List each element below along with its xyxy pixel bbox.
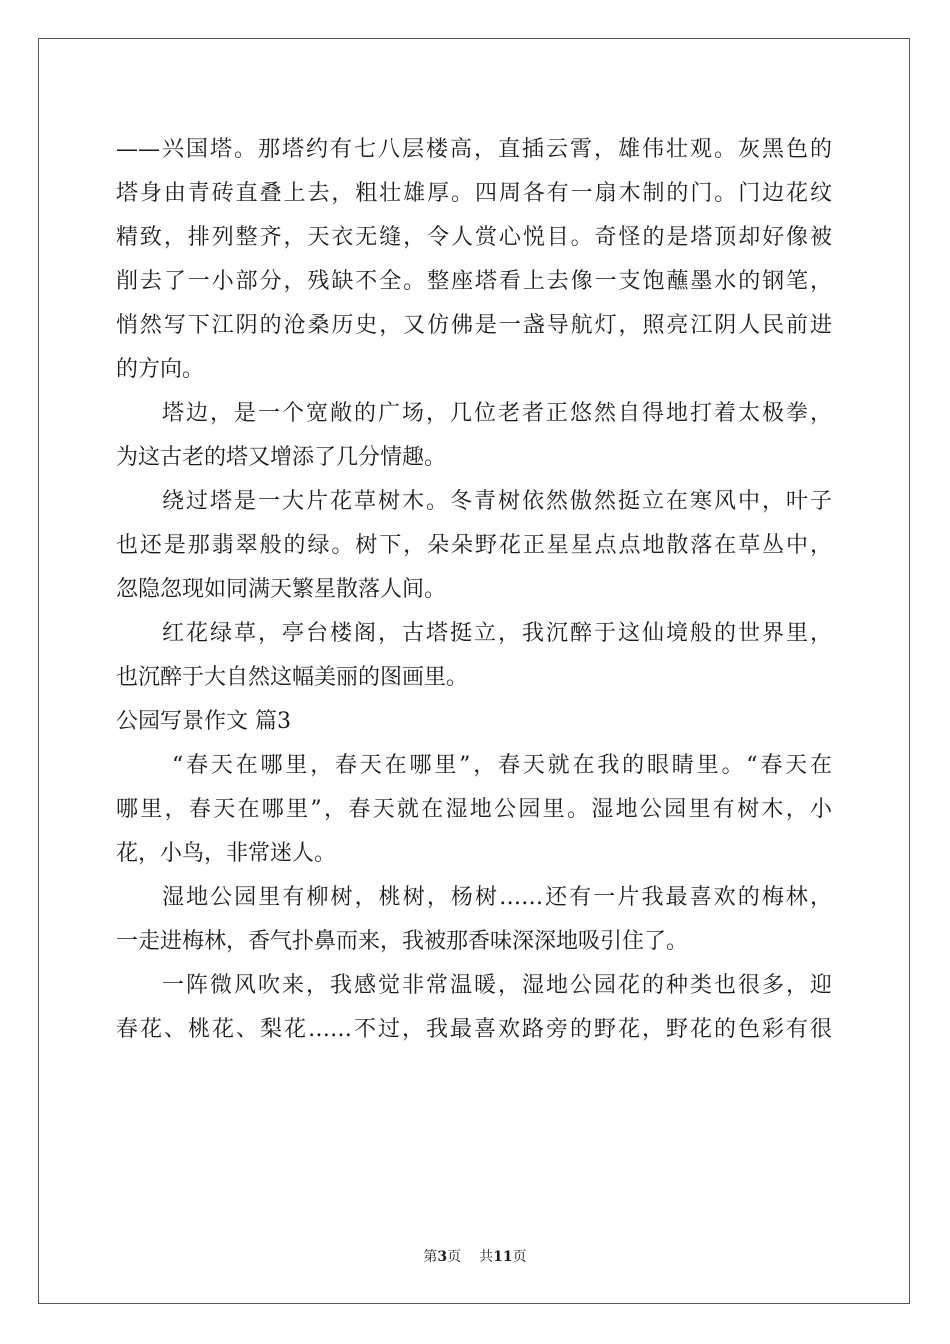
paragraph-first-line: 绕过塔是一大片花草树木。冬青树依然傲然挺立在寒风中，叶子 bbox=[162, 489, 832, 514]
text-line: ——兴国塔。那塔约有七八层楼高，直插云霄，雄伟壮观。灰黑色的 bbox=[116, 137, 832, 162]
text-line: 塔身由青砖直叠上去，粗壮雄厚。四周各有一扇木制的门。门边花纹 bbox=[116, 181, 832, 206]
paragraph-first-line: 塔边，是一个宽敞的广场，几位老者正悠然自得地打着太极拳， bbox=[162, 401, 832, 426]
footer-total-prefix: 共 bbox=[479, 1249, 494, 1265]
text-line: 也还是那翡翠般的绿。树下，朵朵野花正星星点点地散落在草丛中， bbox=[116, 533, 832, 558]
text-line: 也沉醉于大自然这幅美丽的图画里。 bbox=[116, 665, 469, 690]
text-line: 为这古老的塔又增添了几分情趣。 bbox=[116, 445, 447, 470]
text-line: 削去了一小部分，残缺不全。整座塔看上去像一支饱蘸墨水的钢笔， bbox=[116, 269, 832, 294]
text-line: 的方向。 bbox=[116, 357, 205, 382]
text-line: 精致，排列整齐，天衣无缝，令人赏心悦目。奇怪的是塔顶却好像被 bbox=[116, 225, 832, 250]
footer-page-suffix: 页 bbox=[447, 1249, 462, 1265]
paragraph-first-line: “春天在哪里，春天在哪里”，春天就在我的眼睛里。“春天在 bbox=[172, 753, 832, 778]
page-footer bbox=[0, 1246, 950, 1266]
paragraph-first-line: 湿地公园里有柳树，桃树，杨树……还有一片我最喜欢的梅林， bbox=[162, 885, 832, 910]
footer-page-number: 3 bbox=[437, 1249, 448, 1265]
footer-total-suffix: 页 bbox=[512, 1249, 527, 1265]
paragraph-first-line: 红花绿草，亭台楼阁，古塔挺立，我沉醉于这仙境般的世界里， bbox=[162, 621, 832, 646]
text-line: 春花、桃花、梨花……不过，我最喜欢路旁的野花，野花的色彩有很 bbox=[116, 1017, 832, 1042]
footer-page-prefix: 第 bbox=[423, 1249, 438, 1265]
text-line: 一走进梅林，香气扑鼻而来，我被那香味深深地吸引住了。 bbox=[116, 929, 689, 954]
text-line: 花，小鸟，非常迷人。 bbox=[116, 841, 337, 866]
paragraph-first-line: 一阵微风吹来，我感觉非常温暖，湿地公园花的种类也很多，迎 bbox=[162, 973, 832, 998]
section-heading: 公园写景作文 篇3 bbox=[116, 709, 291, 734]
text-line: 悄然写下江阴的沧桑历史，又仿佛是一盏导航灯，照亮江阴人民前进 bbox=[116, 313, 832, 338]
document-body bbox=[116, 128, 832, 1052]
text-line: 忽隐忽现如同满天繁星散落人间。 bbox=[116, 577, 447, 602]
text-line: 哪里，春天在哪里”，春天就在湿地公园里。湿地公园里有树木，小 bbox=[116, 797, 832, 822]
footer-total-pages: 11 bbox=[493, 1249, 513, 1265]
